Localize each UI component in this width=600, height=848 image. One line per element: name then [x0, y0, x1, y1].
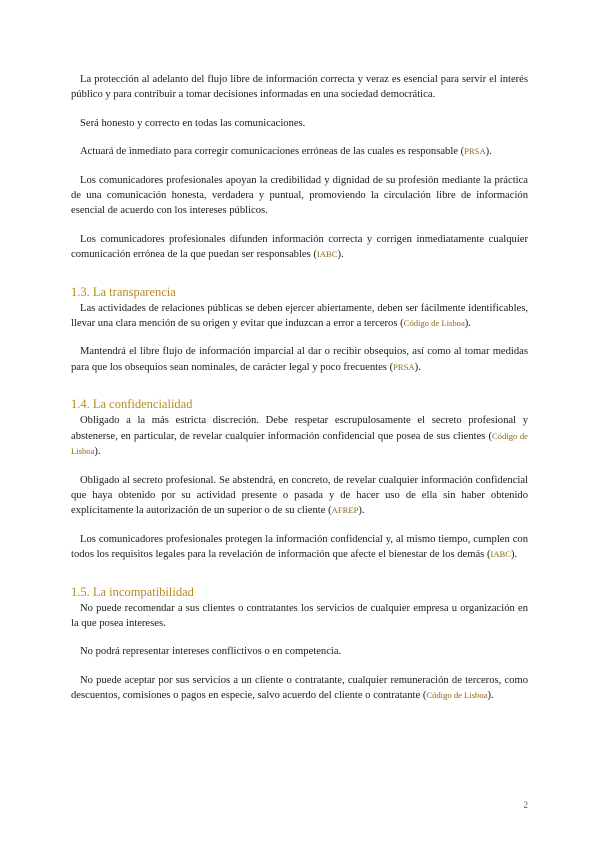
page-number: 2	[523, 800, 528, 810]
paragraph	[71, 673, 528, 704]
source-reference: IABC	[490, 549, 512, 560]
section-heading: 1.3. La transparencia	[71, 284, 176, 299]
paragraph-text: ).	[464, 318, 471, 330]
source-reference: Código de Lisboa	[426, 690, 488, 701]
paragraph-text: ).	[94, 446, 101, 458]
paragraph	[71, 144, 528, 159]
paragraph-text: ).	[414, 361, 421, 373]
source-reference: AFREP	[331, 505, 359, 516]
paragraph-text: Obligado al secreto profesional. Se abstendrá, en concreto, de revelar cualquier información confidencial que haya obtenido por su actividad presente o pasada y de hacer uso de ella sin haber obtenido explícitamente la autorización de un superior o de su cliente (	[71, 474, 528, 517]
paragraph-text: Las actividades de relaciones públicas se deben ejercer abiertamente, deben ser fácilmente identificables, llevar una clara mención de su origen y evitar que induzcan a error a terceros (	[71, 302, 528, 330]
paragraph: La protección al adelanto del flujo libre de información correcta y veraz es esencial para servir el interés público y para contribuir a tomar decisiones informadas en una sociedad democrática.	[71, 74, 528, 101]
source-reference: IABC	[316, 249, 338, 260]
source-reference: PRSA	[464, 146, 486, 157]
paragraph-text: ).	[511, 549, 518, 561]
source-reference: PRSA	[393, 361, 415, 372]
section-heading: 1.4. La confidencialidad	[71, 397, 193, 412]
paragraph-text: Actuará de inmediato para corregir comunicaciones erróneas de las cuales es responsable (	[80, 146, 465, 158]
paragraph: Los comunicadores profesionales apoyan la credibilidad y dignidad de su profesión mediante la práctica de una comunicación honesta, verdadera y puntual, promoviendo la circulación libre de información esencial de acuerdo con los intereses públicos.	[71, 174, 528, 217]
paragraph-text: Los comunicadores profesionales protegen la información confidencial y, al mismo tiempo, cumplen con todos los requisitos legales para la revelación de información que afecte el bienestar de los demás (	[71, 533, 528, 561]
paragraph-text: ).	[487, 690, 494, 702]
source-reference: Código de Lisboa	[71, 430, 528, 457]
paragraph-text: ).	[485, 146, 492, 158]
paragraph	[71, 232, 528, 263]
paragraph-text: ).	[337, 249, 344, 261]
paragraph	[71, 413, 528, 459]
paragraph: No puede recomendar a sus clientes o contratantes los servicios de cualquier empresa u organización en la que posea intereses.	[71, 602, 528, 629]
paragraph-text: Los comunicadores profesionales difunden información correcta y corrigen inmediatamente cualquier comunicación errónea de la que puedan ser responsables (	[71, 233, 528, 261]
source-reference: Código de Lisboa	[403, 318, 465, 329]
paragraph	[71, 344, 528, 375]
paragraph-text: No puede aceptar por sus servicios a un cliente o contratante, cualquier remuneración de terceros, como descuentos, comisiones o pagos en especie, salvo acuerdo del cliente o contratante (	[71, 674, 528, 702]
section-heading: 1.5. La incompatibilidad	[71, 584, 194, 599]
paragraph: No podrá representar intereses conflictivos o en competencia.	[80, 646, 342, 658]
paragraph-text: Mantendrá el libre flujo de información imparcial al dar o recibir obsequios, así como al tomar medidas para que los obsequios sean nominales, de carácter legal y poco frecuentes (	[71, 346, 528, 373]
paragraph	[71, 301, 528, 332]
paragraph-text: Obligado a la más estricta discreción. Debe respetar escrupulosamente el secreto profesional y abstenerse, en particular, de revelar cualquier información confidencial que posea de sus clientes (	[71, 415, 528, 442]
paragraph	[71, 473, 528, 519]
paragraph: Será honesto y correcto en todas las comunicaciones.	[80, 117, 306, 129]
page-content	[71, 72, 528, 717]
paragraph	[71, 532, 528, 563]
paragraph-text: ).	[358, 505, 365, 517]
